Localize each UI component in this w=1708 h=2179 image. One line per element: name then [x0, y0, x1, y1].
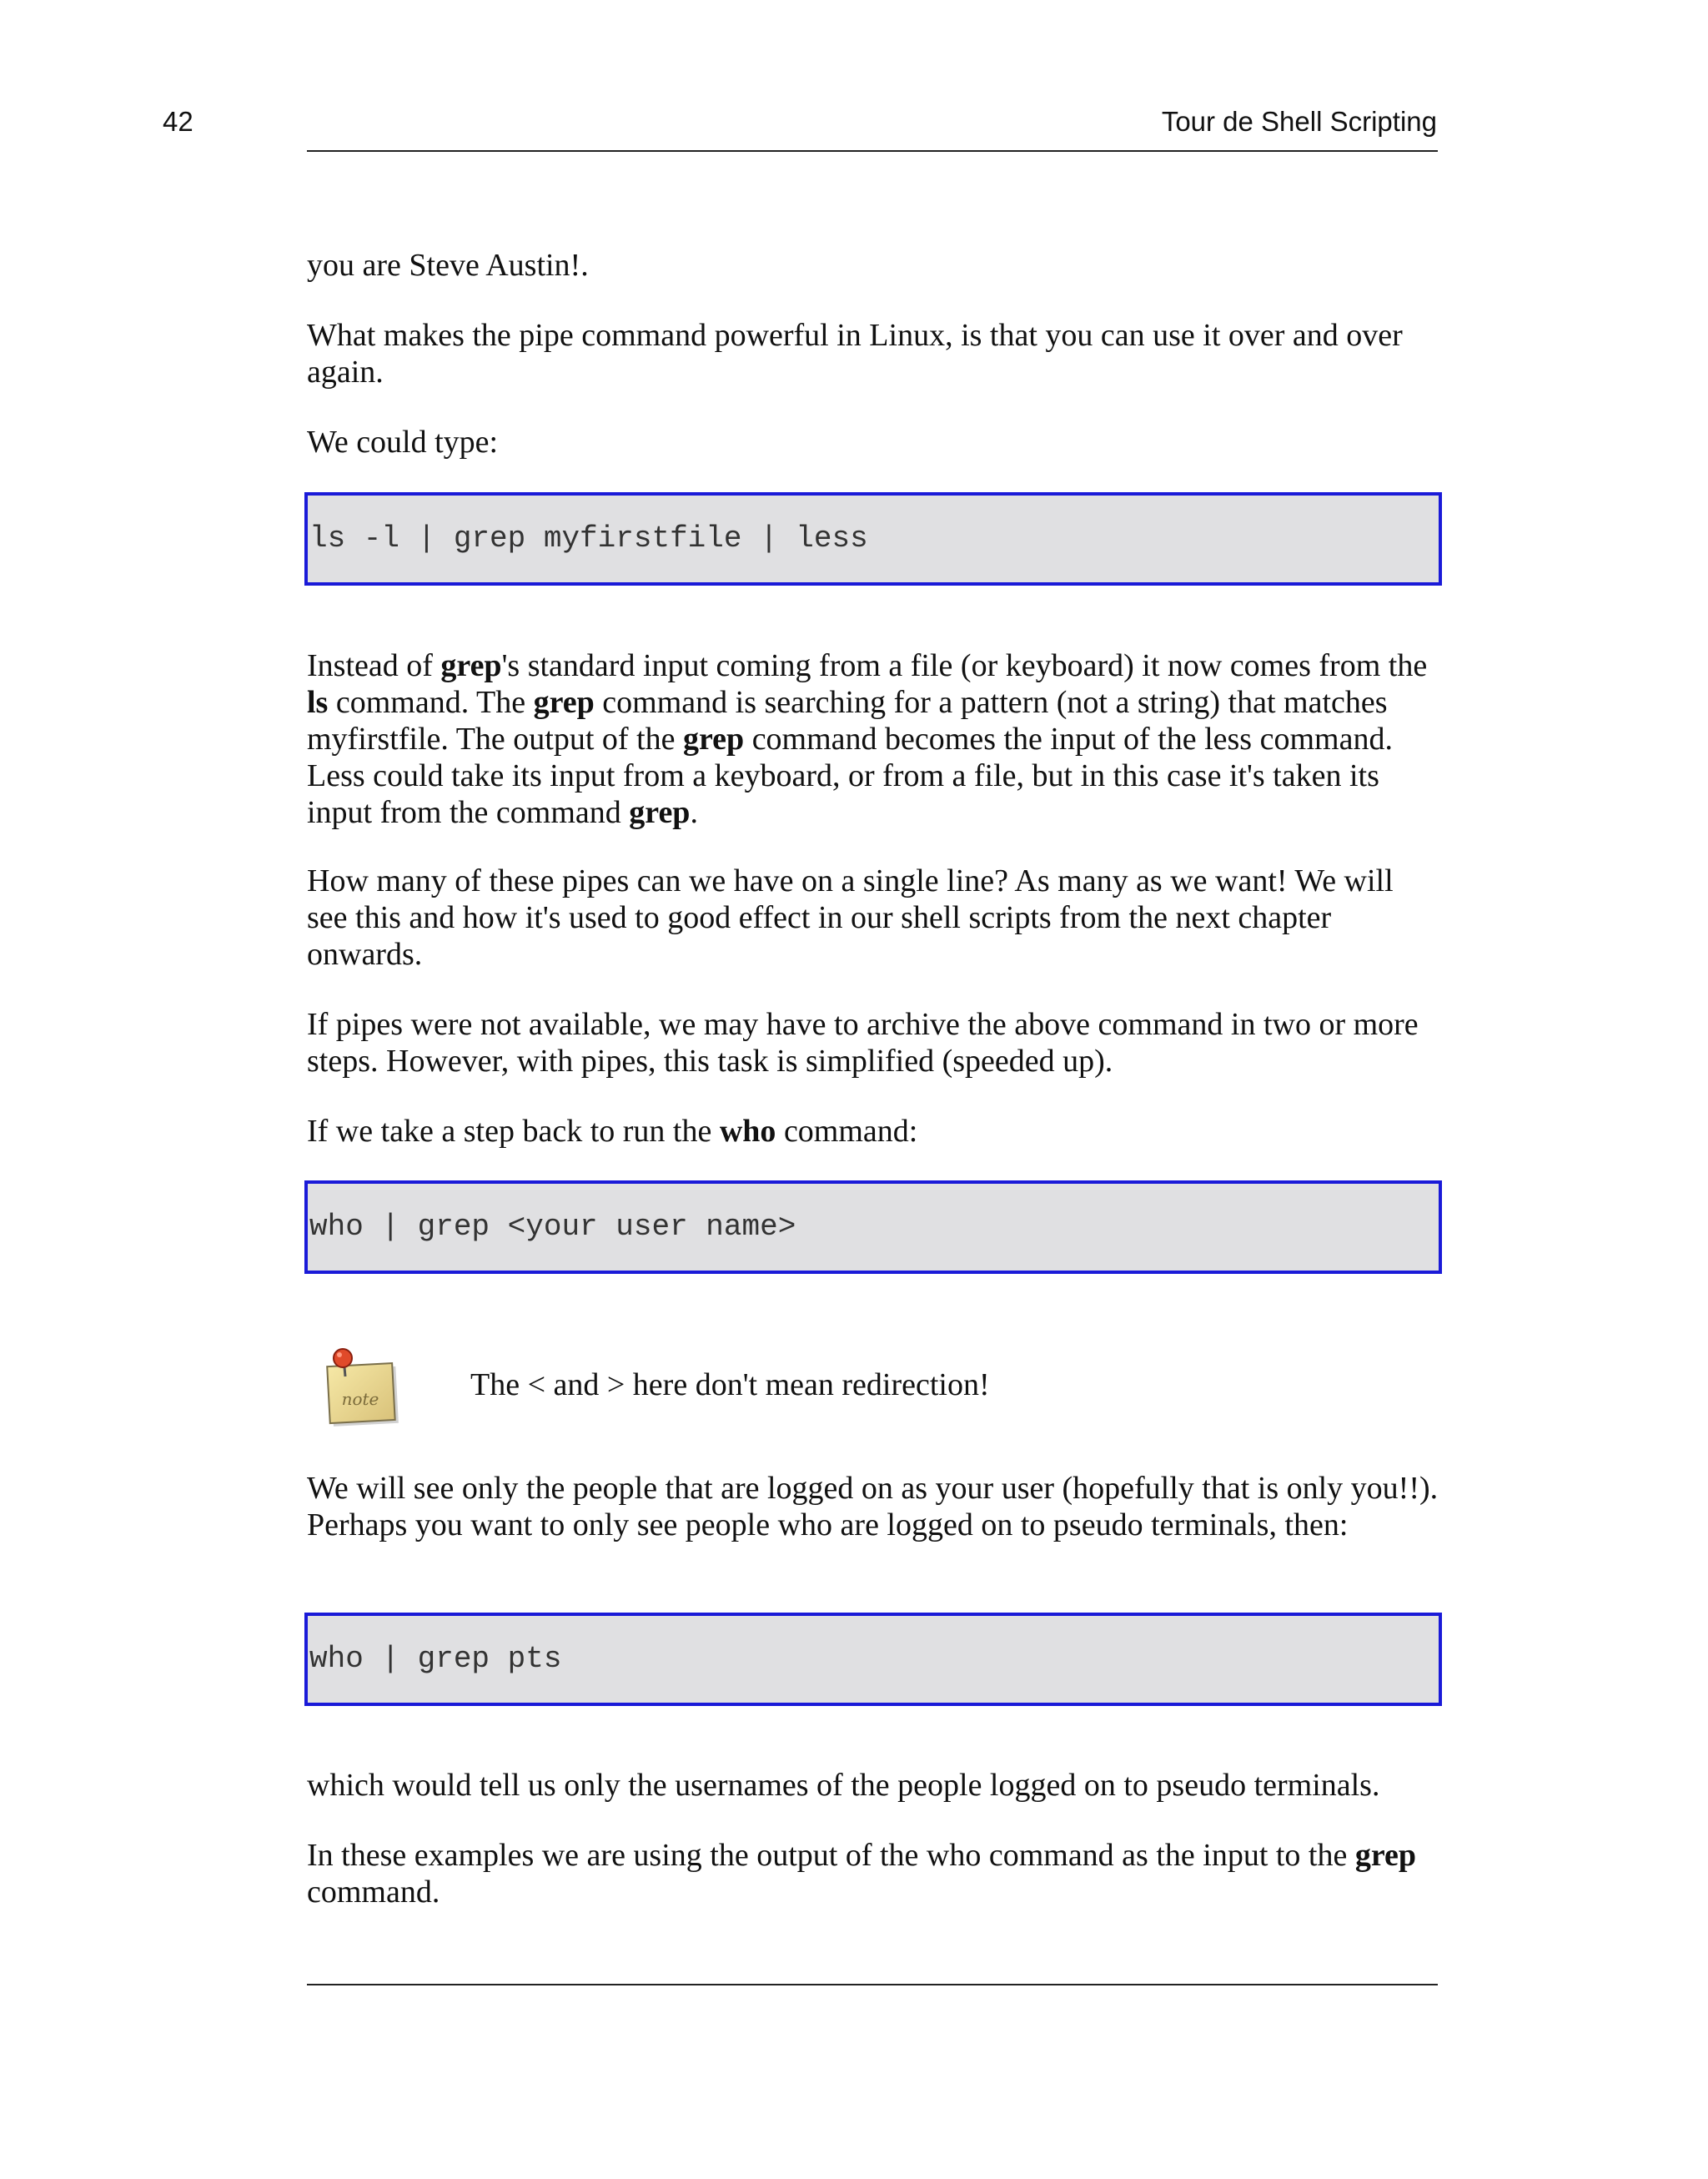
- paragraph: which would tell us only the usernames of the people logged on to pseudo terminals.: [307, 1768, 1380, 1803]
- note-text: The < and > here don't mean redirection!: [470, 1367, 990, 1402]
- footer-rule: [307, 1984, 1438, 1985]
- page-number: 42: [163, 106, 193, 137]
- code-block: [304, 1180, 1442, 1274]
- command-name: grep: [533, 685, 595, 720]
- command-name: grep: [629, 795, 691, 830]
- paragraph: We will see only the people that are logged on as your user (hopefully that is only you!!). Perhaps you want to only see people who are logged on to pseudo terminals, then:: [307, 1471, 1439, 1542]
- header-rule: [307, 150, 1438, 152]
- code-text: who | grep <your user name>: [309, 1210, 796, 1244]
- command-name: grep: [683, 722, 745, 757]
- code-text: who | grep pts: [309, 1642, 562, 1676]
- paragraph: In these examples we are using the output of the who command as the input to the grep command.: [307, 1838, 1417, 1910]
- running-title: Tour de Shell Scripting: [1161, 106, 1437, 137]
- code-block: [304, 492, 1442, 586]
- paragraph: What makes the pipe command powerful in Linux, is that you can use it over and over again.: [307, 318, 1403, 390]
- command-name: who: [719, 1114, 776, 1149]
- paragraph: If pipes were not available, we may have to archive the above command in two or more steps. However, with pipes, this task is simplified (speeded up).: [307, 1007, 1419, 1079]
- note-icon-label: note: [341, 1389, 379, 1409]
- note-icon: [320, 1348, 404, 1432]
- paragraph: Instead of grep's standard input coming from a file (or keyboard) it now comes from the ls command. The grep command is searching for a pattern (not a string) that matches myfirstfile. The output of the grep command becomes the input of the less command. Less could take its input from a keyboard, or from a file, but in this case it's taken its input from the command grep.: [307, 648, 1428, 830]
- command-name: ls: [307, 685, 329, 720]
- paragraph: How many of these pipes can we have on a single line? As many as we want! We will see this and how it's used to good effect in our shell scripts from the next chapter onwards.: [307, 863, 1394, 972]
- code-text: ls -l | grep myfirstfile | less: [309, 521, 868, 556]
- command-name: grep: [1354, 1838, 1417, 1873]
- paragraph: If we take a step back to run the who command:: [307, 1114, 918, 1149]
- command-name: grep: [440, 648, 502, 683]
- code-block: [304, 1613, 1442, 1706]
- paragraph: you are Steve Austin!.: [307, 248, 589, 283]
- paragraph: We could type:: [307, 425, 499, 460]
